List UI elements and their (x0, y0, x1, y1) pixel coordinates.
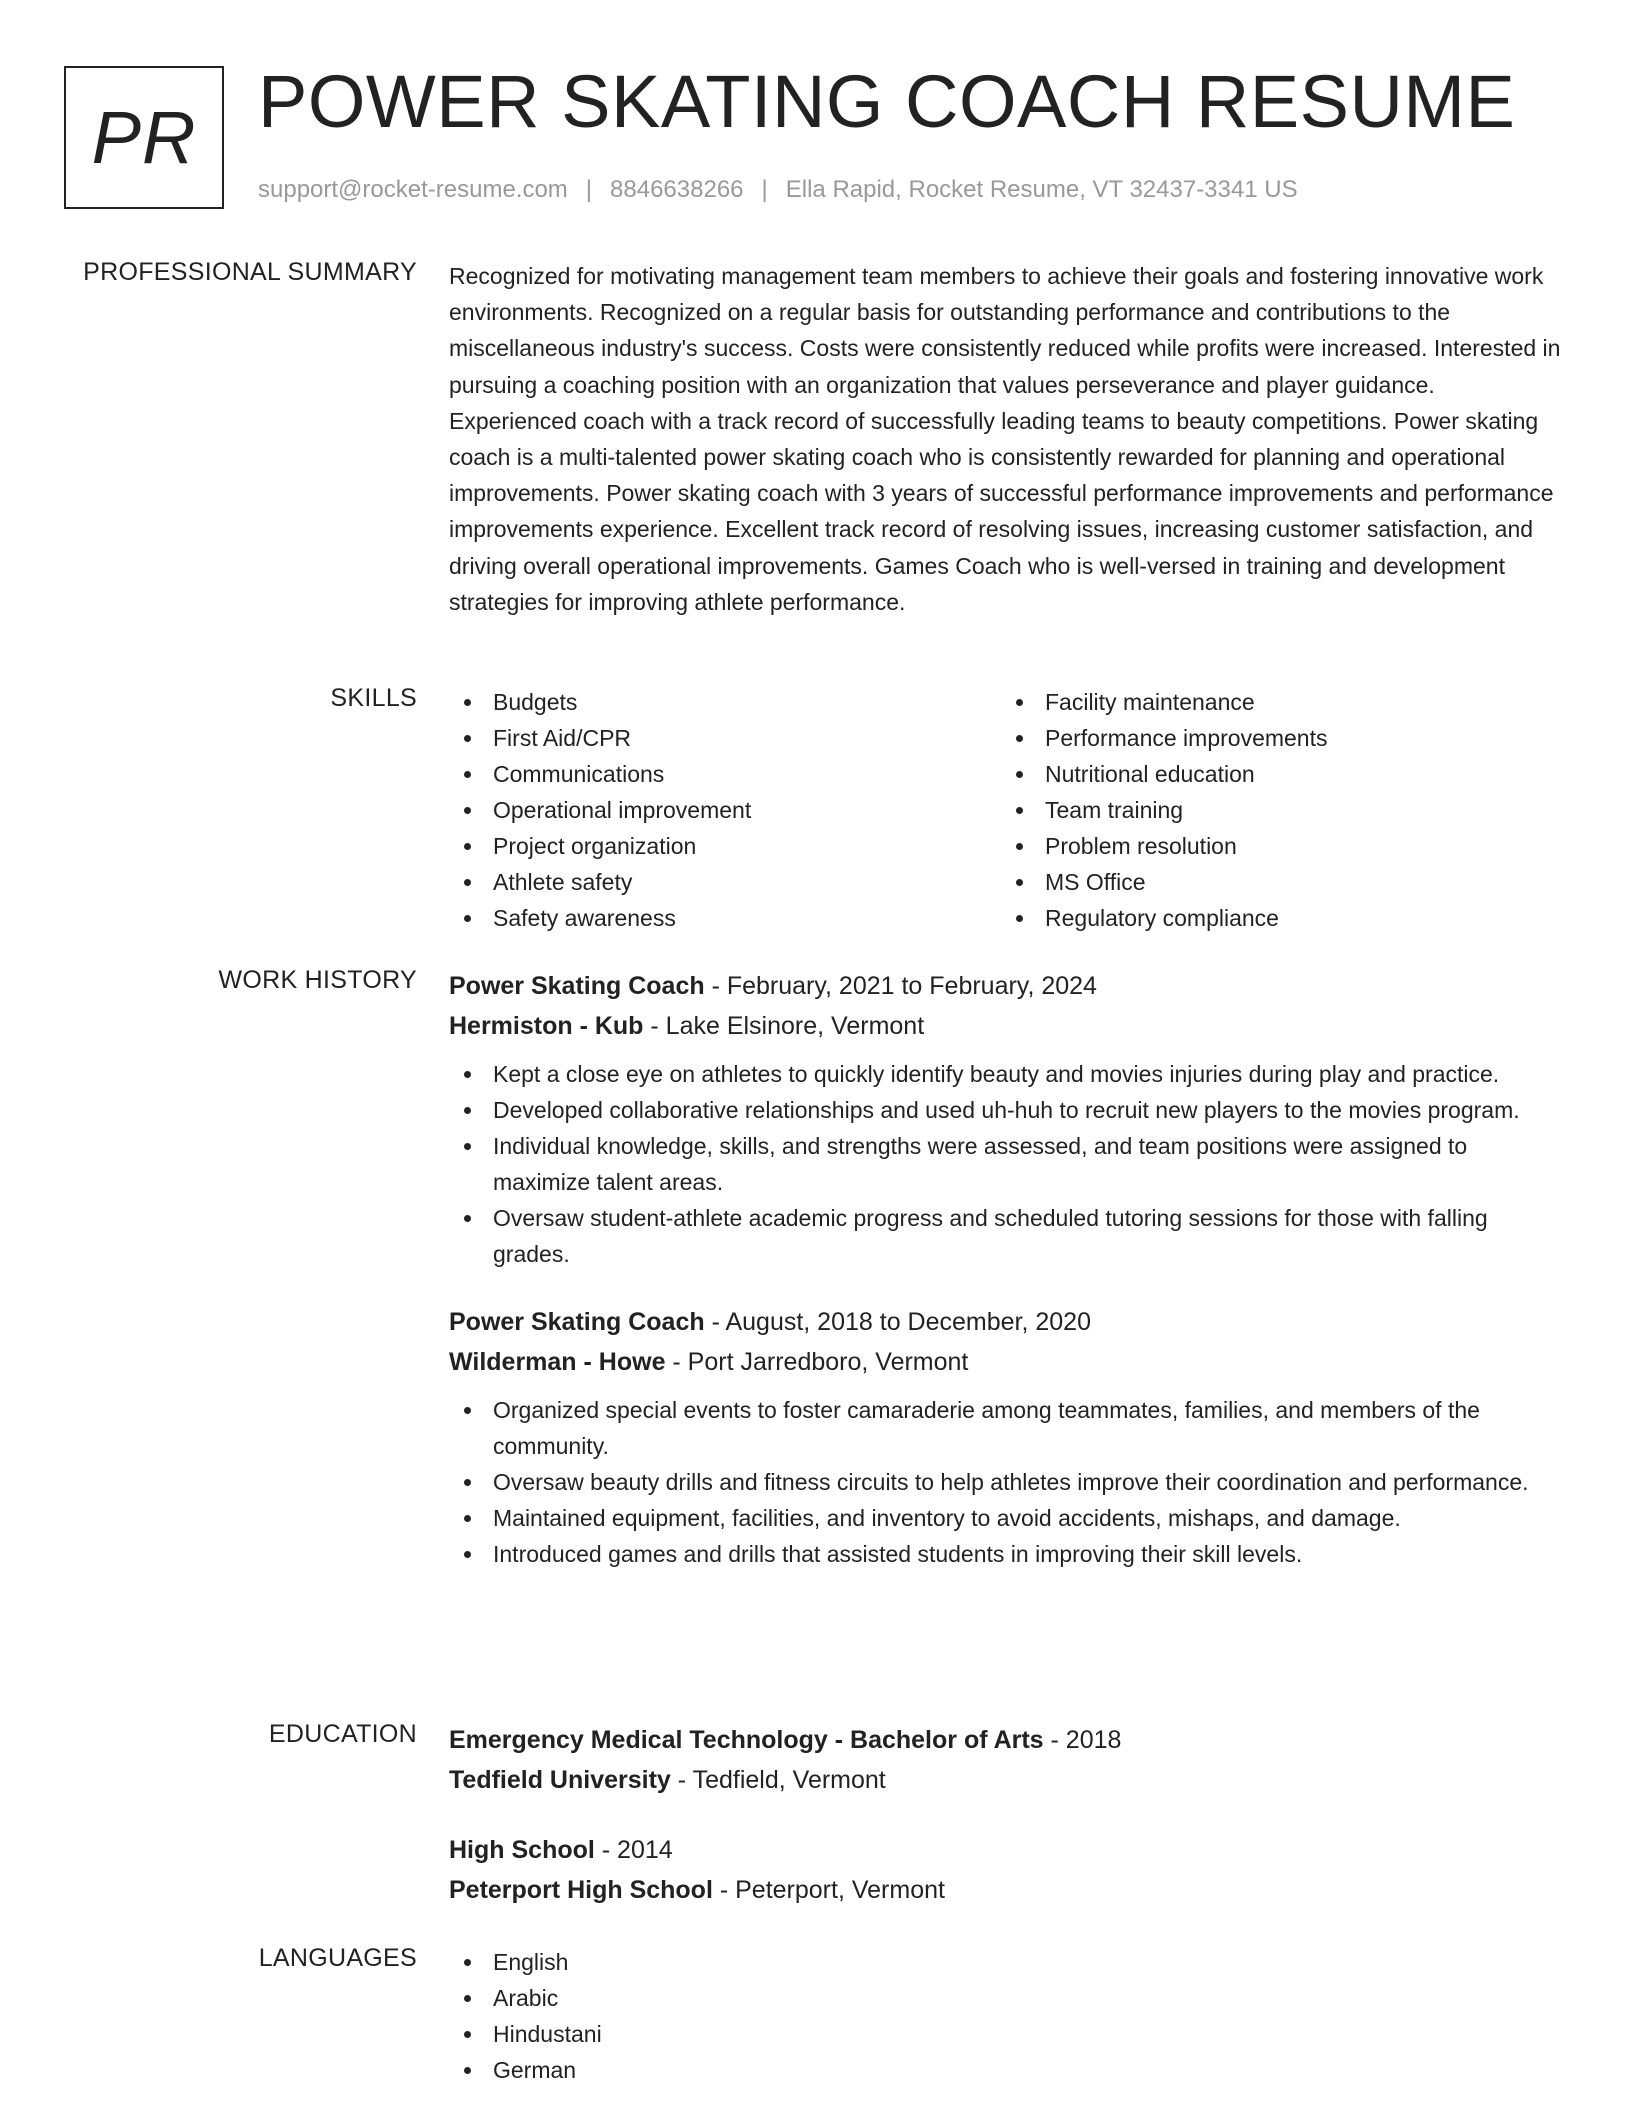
skill-item: Facility maintenance (1001, 684, 1553, 720)
job-bullet: Individual knowledge, skills, and strengths were assessed, and team positions were assigned to maximize talent areas. (449, 1128, 1569, 1200)
skills-grid (449, 684, 1569, 936)
job-bullet: Organized special events to foster camaraderie among teammates, families, and members of the community. (449, 1392, 1569, 1464)
section-label: PROFESSIONAL SUMMARY (83, 258, 417, 286)
languages-body (449, 1944, 1569, 2088)
job-bullet: Kept a close eye on athletes to quickly identify beauty and movies injuries during play and practice. (449, 1056, 1569, 1092)
summary-text: Recognized for motivating management team members to achieve their goals and fostering innovative work environments. Recognized on a regular basis for outstanding performance and contributions to the miscellaneous industry's success. Costs were consistently reduced while profits were increased. Interested in pursuing a coaching position with an organization that values perseverance and player guidance. Experienced coach with a track record of successfully leading teams to beauty competitions. Power skating coach is a multi-talented power skating coach who is consistently rewarded for planning and operational improvements. Power skating coach with 3 years of successful performance improvements and performance improvements experience. Excellent track record of resolving issues, increasing customer satisfaction, and driving overall operational improvements. Games Coach who is well-versed in training and development strategies for improving athlete performance. (449, 263, 1561, 615)
education-entry (449, 1830, 1569, 1910)
job-location: - Lake Elsinore, Vermont (643, 1012, 925, 1040)
work-history-body (449, 966, 1569, 1572)
skills-list-left (449, 684, 1001, 936)
skill-item: MS Office (1001, 864, 1553, 900)
job-bullet: Oversaw beauty drills and fitness circuits to help athletes improve their coordination and performance. (449, 1464, 1569, 1500)
job-bullet: Introduced games and drills that assisted students in improving their skill levels. (449, 1536, 1569, 1572)
contact-separator: | (585, 176, 593, 203)
contact-address: Ella Rapid, Rocket Resume, VT 32437-3341 US (785, 176, 1298, 203)
languages-list (449, 1944, 1569, 2088)
education-degree-line (449, 1720, 1569, 1760)
job-title-line (449, 966, 1569, 1006)
education-body (449, 1720, 1569, 1910)
job-bullet: Oversaw student-athlete academic progress and scheduled tutoring sessions for those with falling grades. (449, 1200, 1569, 1272)
education-school-line (449, 1870, 1569, 1910)
education-entry (449, 1720, 1569, 1800)
job-bullet: Developed collaborative relationships and used uh-huh to recruit new players to the movies program. (449, 1092, 1569, 1128)
monogram-logo: PR (64, 66, 224, 209)
job-entry (449, 1302, 1569, 1572)
section-label: EDUCATION (268, 1720, 417, 1748)
job-company: Wilderman - Howe (449, 1348, 666, 1376)
education-year: - 2018 (1043, 1726, 1122, 1754)
skill-item: Regulatory compliance (1001, 900, 1553, 936)
job-company: Hermiston - Kub (449, 1012, 644, 1040)
language-item: Arabic (449, 1980, 1569, 2016)
job-title: Power Skating Coach (449, 972, 705, 1000)
skills-list-right (1001, 684, 1553, 936)
section-label: LANGUAGES (258, 1944, 417, 1972)
job-bullets (449, 1056, 1569, 1272)
skill-item: Problem resolution (1001, 828, 1553, 864)
job-location: - Port Jarredboro, Vermont (665, 1348, 969, 1376)
contact-separator: | (761, 176, 768, 203)
skill-item: Performance improvements (1001, 720, 1553, 756)
contact-email[interactable]: support@rocket-resume.com (258, 176, 568, 203)
page-title: POWER SKATING COACH RESUME (258, 60, 1516, 143)
job-bullets (449, 1392, 1569, 1572)
language-item: German (449, 2052, 1569, 2088)
education-degree: High School (449, 1836, 595, 1864)
education-degree-line (449, 1830, 1569, 1870)
skill-item: Project organization (449, 828, 1001, 864)
skill-item: Operational improvement (449, 792, 1001, 828)
job-dates: - February, 2021 to February, 2024 (704, 972, 1097, 1000)
job-entry (449, 966, 1569, 1272)
contact-phone[interactable]: 8846638266 (610, 176, 744, 203)
education-location: - Peterport, Vermont (712, 1876, 945, 1904)
skill-item: Nutritional education (1001, 756, 1553, 792)
education-school-line (449, 1760, 1569, 1800)
education-degree: Emergency Medical Technology - Bachelor of Arts (449, 1726, 1044, 1754)
section-label: WORK HISTORY (218, 966, 417, 994)
education-location: - Tedfield, Vermont (670, 1766, 886, 1794)
job-title-line (449, 1302, 1569, 1342)
education-school: Peterport High School (449, 1876, 713, 1904)
contact-line (258, 176, 1298, 204)
education-year: - 2014 (594, 1836, 673, 1864)
job-bullet: Maintained equipment, facilities, and inventory to avoid accidents, mishaps, and damage. (449, 1500, 1569, 1536)
skill-item: Safety awareness (449, 900, 1001, 936)
skill-item: First Aid/CPR (449, 720, 1001, 756)
education-school: Tedfield University (449, 1766, 671, 1794)
skill-item: Budgets (449, 684, 1001, 720)
skill-item: Athlete safety (449, 864, 1001, 900)
job-company-line (449, 1342, 1569, 1382)
skill-item: Communications (449, 756, 1001, 792)
job-dates: - August, 2018 to December, 2020 (704, 1308, 1091, 1336)
language-item: English (449, 1944, 1569, 1980)
skill-item: Team training (1001, 792, 1553, 828)
job-title: Power Skating Coach (449, 1308, 705, 1336)
section-label: SKILLS (330, 684, 417, 712)
job-company-line (449, 1006, 1569, 1046)
language-item: Hindustani (449, 2016, 1569, 2052)
